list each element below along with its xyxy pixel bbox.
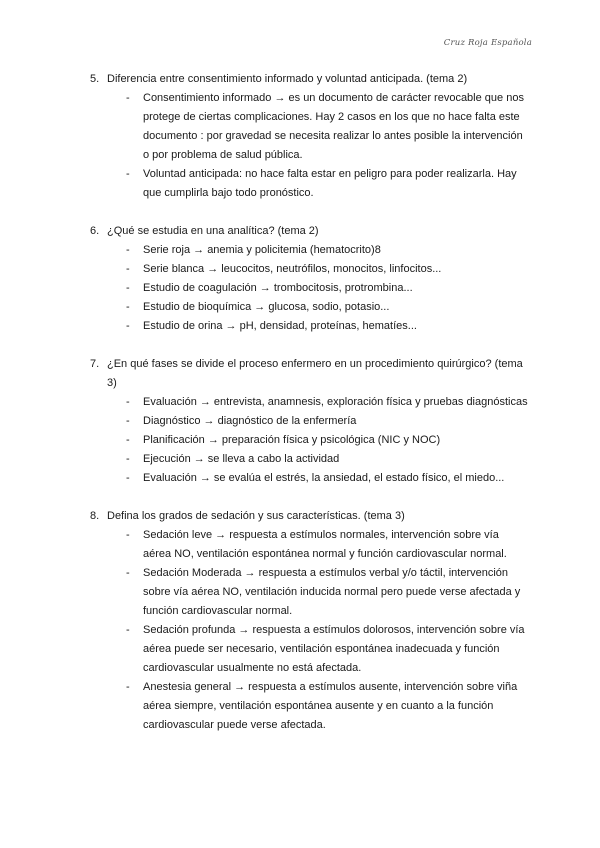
question-number: 5. <box>90 73 100 85</box>
question-number: 7. <box>90 358 100 370</box>
list-item: - Sedación profunda → respuesta a estímulos dolorosos, intervención sobre vía aérea puede ser necesario, ventilación espontánea inadecuada y función cardiovascular usualmente no está afectada. <box>126 624 525 674</box>
bullet-list <box>90 89 530 203</box>
list-item: - Evaluación → se evalúa el estrés, la ansiedad, el estado físico, el miedo... <box>126 472 505 484</box>
question-8 <box>90 507 530 735</box>
question-text: Defina los grados de sedación y sus características. (tema 3) <box>107 510 405 522</box>
question-5 <box>90 70 530 203</box>
list-item: - Estudio de coagulación → trombocitosis, protrombina... <box>126 282 413 294</box>
list-item: - Evaluación → entrevista, anamnesis, exploración física y pruebas diagnósticas <box>126 396 528 408</box>
list-item: - Planificación → preparación física y psicológica (NIC y NOC) <box>126 434 441 446</box>
document-body <box>90 70 530 735</box>
list-item: - Serie roja → anemia y policitemia (hematocrito)8 <box>126 244 381 256</box>
bullet-list <box>90 241 530 336</box>
list-item: - Serie blanca → leucocitos, neutrófilos, monocitos, linfocitos... <box>126 263 442 275</box>
question-number: 6. <box>90 225 100 237</box>
question-text: ¿En qué fases se divide el proceso enfermero en un procedimiento quirúrgico? (tema 3) <box>107 358 523 389</box>
list-item: - Anestesia general → respuesta a estímulos ausente, intervención sobre viña aérea siempre, ventilación espontánea ausente y en cuanto a la función cardiovascular puede verse afectada. <box>126 681 518 731</box>
list-item: - Sedación Moderada → respuesta a estímulos verbal y/o táctil, intervención sobre vía aérea NO, ventilación inducida normal pero puede verse afectada y función cardiovascular normal. <box>126 567 521 617</box>
list-item: - Estudio de orina → pH, densidad, proteínas, hematíes... <box>126 320 417 332</box>
list-item: - Consentimiento informado → es un documento de carácter revocable que nos protege de ciertas complicaciones. Hay 2 casos en los que no hace falta este documento : por gravedad se necesita realizar lo antes posible la intervención o por problema de salud pública. <box>126 92 524 161</box>
question-text: ¿Qué se estudia en una analítica? (tema 2) <box>107 225 319 237</box>
page-header: Cruz Roja Española <box>443 38 532 48</box>
question-text: Diferencia entre consentimiento informado y voluntad anticipada. (tema 2) <box>107 73 468 85</box>
list-item: - Diagnóstico → diagnóstico de la enfermería <box>126 415 357 427</box>
list-item: - Ejecución → se lleva a cabo la actividad <box>126 453 340 465</box>
question-6 <box>90 222 530 336</box>
question-number: 8. <box>90 510 100 522</box>
list-item: - Voluntad anticipada: no hace falta estar en peligro para poder realizarla. Hay que cumplirla bajo todo pronóstico. <box>126 168 517 199</box>
bullet-list <box>90 526 530 735</box>
question-7 <box>90 355 530 488</box>
list-item: - Sedación leve → respuesta a estímulos normales, intervención sobre vía aérea NO, ventilación espontánea normal y función cardiovascular normal. <box>126 529 507 560</box>
list-item: - Estudio de bioquímica → glucosa, sodio, potasio... <box>126 301 390 313</box>
bullet-list <box>90 393 530 488</box>
